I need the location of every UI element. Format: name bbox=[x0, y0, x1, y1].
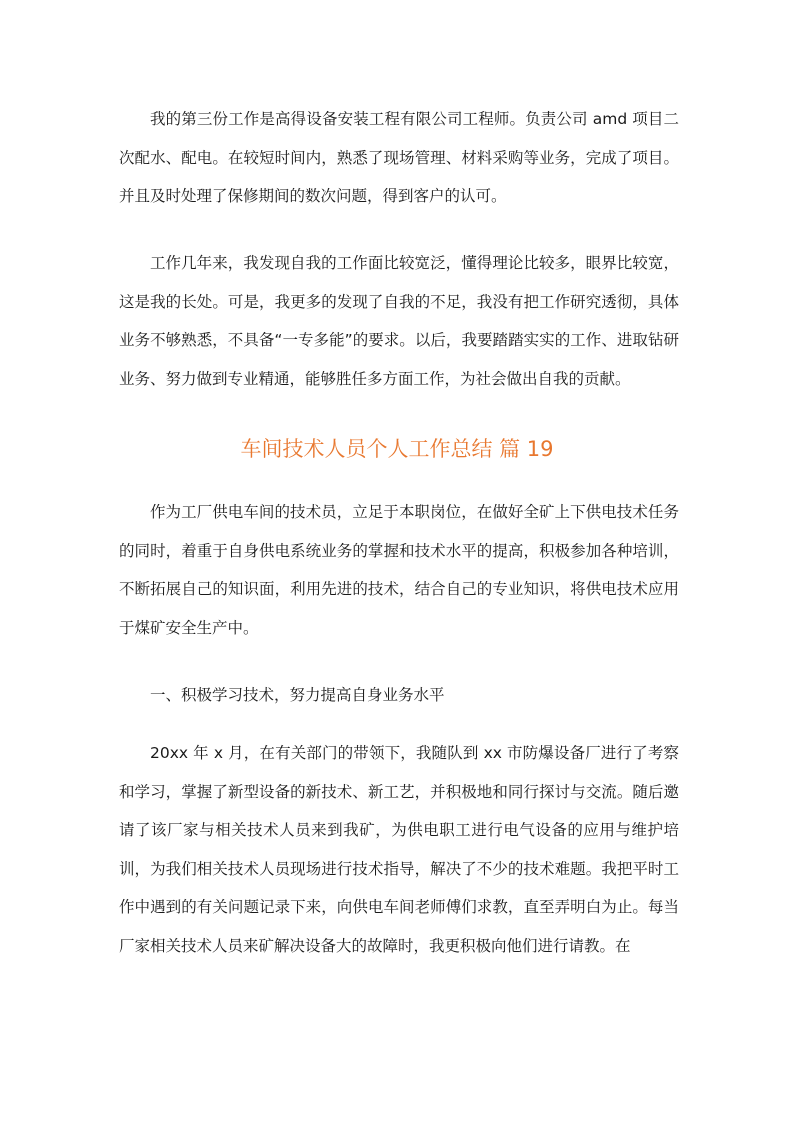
section-heading: 车间技术人员个人工作总结 篇 19 bbox=[240, 437, 554, 461]
paragraph-study-details: 20xx 年 x 月，在有关部门的带领下，我随队到 xx 市防爆设备厂进行了考察和学习，掌握了新型设备的新技术、新工艺，并积极地和同行探讨与交流。随后邀请了该厂家与相关技术人员来到我矿，为供电职工进行电气设备的应用与维护培训，为我们相关技术人员现场进行技术指导，解决了不少的技术难题。我把平时工作中遇到的有关问题记录下来，向供电车间老师傅们求教，直至弄明白为止。每当厂家相关技术人员来矿解决设备大的故障时，我更积极向他们进行请教。在 bbox=[119, 744, 679, 955]
subheading-study-technology: 一、积极学习技术，努力提高自身业务水平 bbox=[150, 686, 445, 704]
paragraph-self-assessment: 工作几年来，我发现自我的工作面比较宽泛，懂得理论比较多，眼界比较宽，这是我的长处。可是，我更多的发现了自我的不足，我没有把工作研究透彻，具体业务不够熟悉，不具备“一专多能”的要求。以后，我要踏踏实实的工作、进取钻研业务、努力做到专业精通，能够胜任多方面工作，为社会做出自我的贡献。 bbox=[119, 254, 679, 388]
paragraph-job-experience: 我的第三份工作是高得设备安装工程有限公司工程师。负责公司 amd 项目二次配水、配电。在较短时间内，熟悉了现场管理、材料采购等业务，完成了项目。并且及时处理了保修期间的数次问题，得到客户的认可。 bbox=[119, 110, 679, 205]
paragraph-role-intro: 作为工厂供电车间的技术员，立足于本职岗位，在做好全矿上下供电技术任务的同时，着重于自身供电系统业务的掌握和技术水平的提高，积极参加各种培训，不断拓展自己的知识面，利用先进的技术，结合自己的专业知识，将供电技术应用于煤矿安全生产中。 bbox=[119, 503, 679, 637]
